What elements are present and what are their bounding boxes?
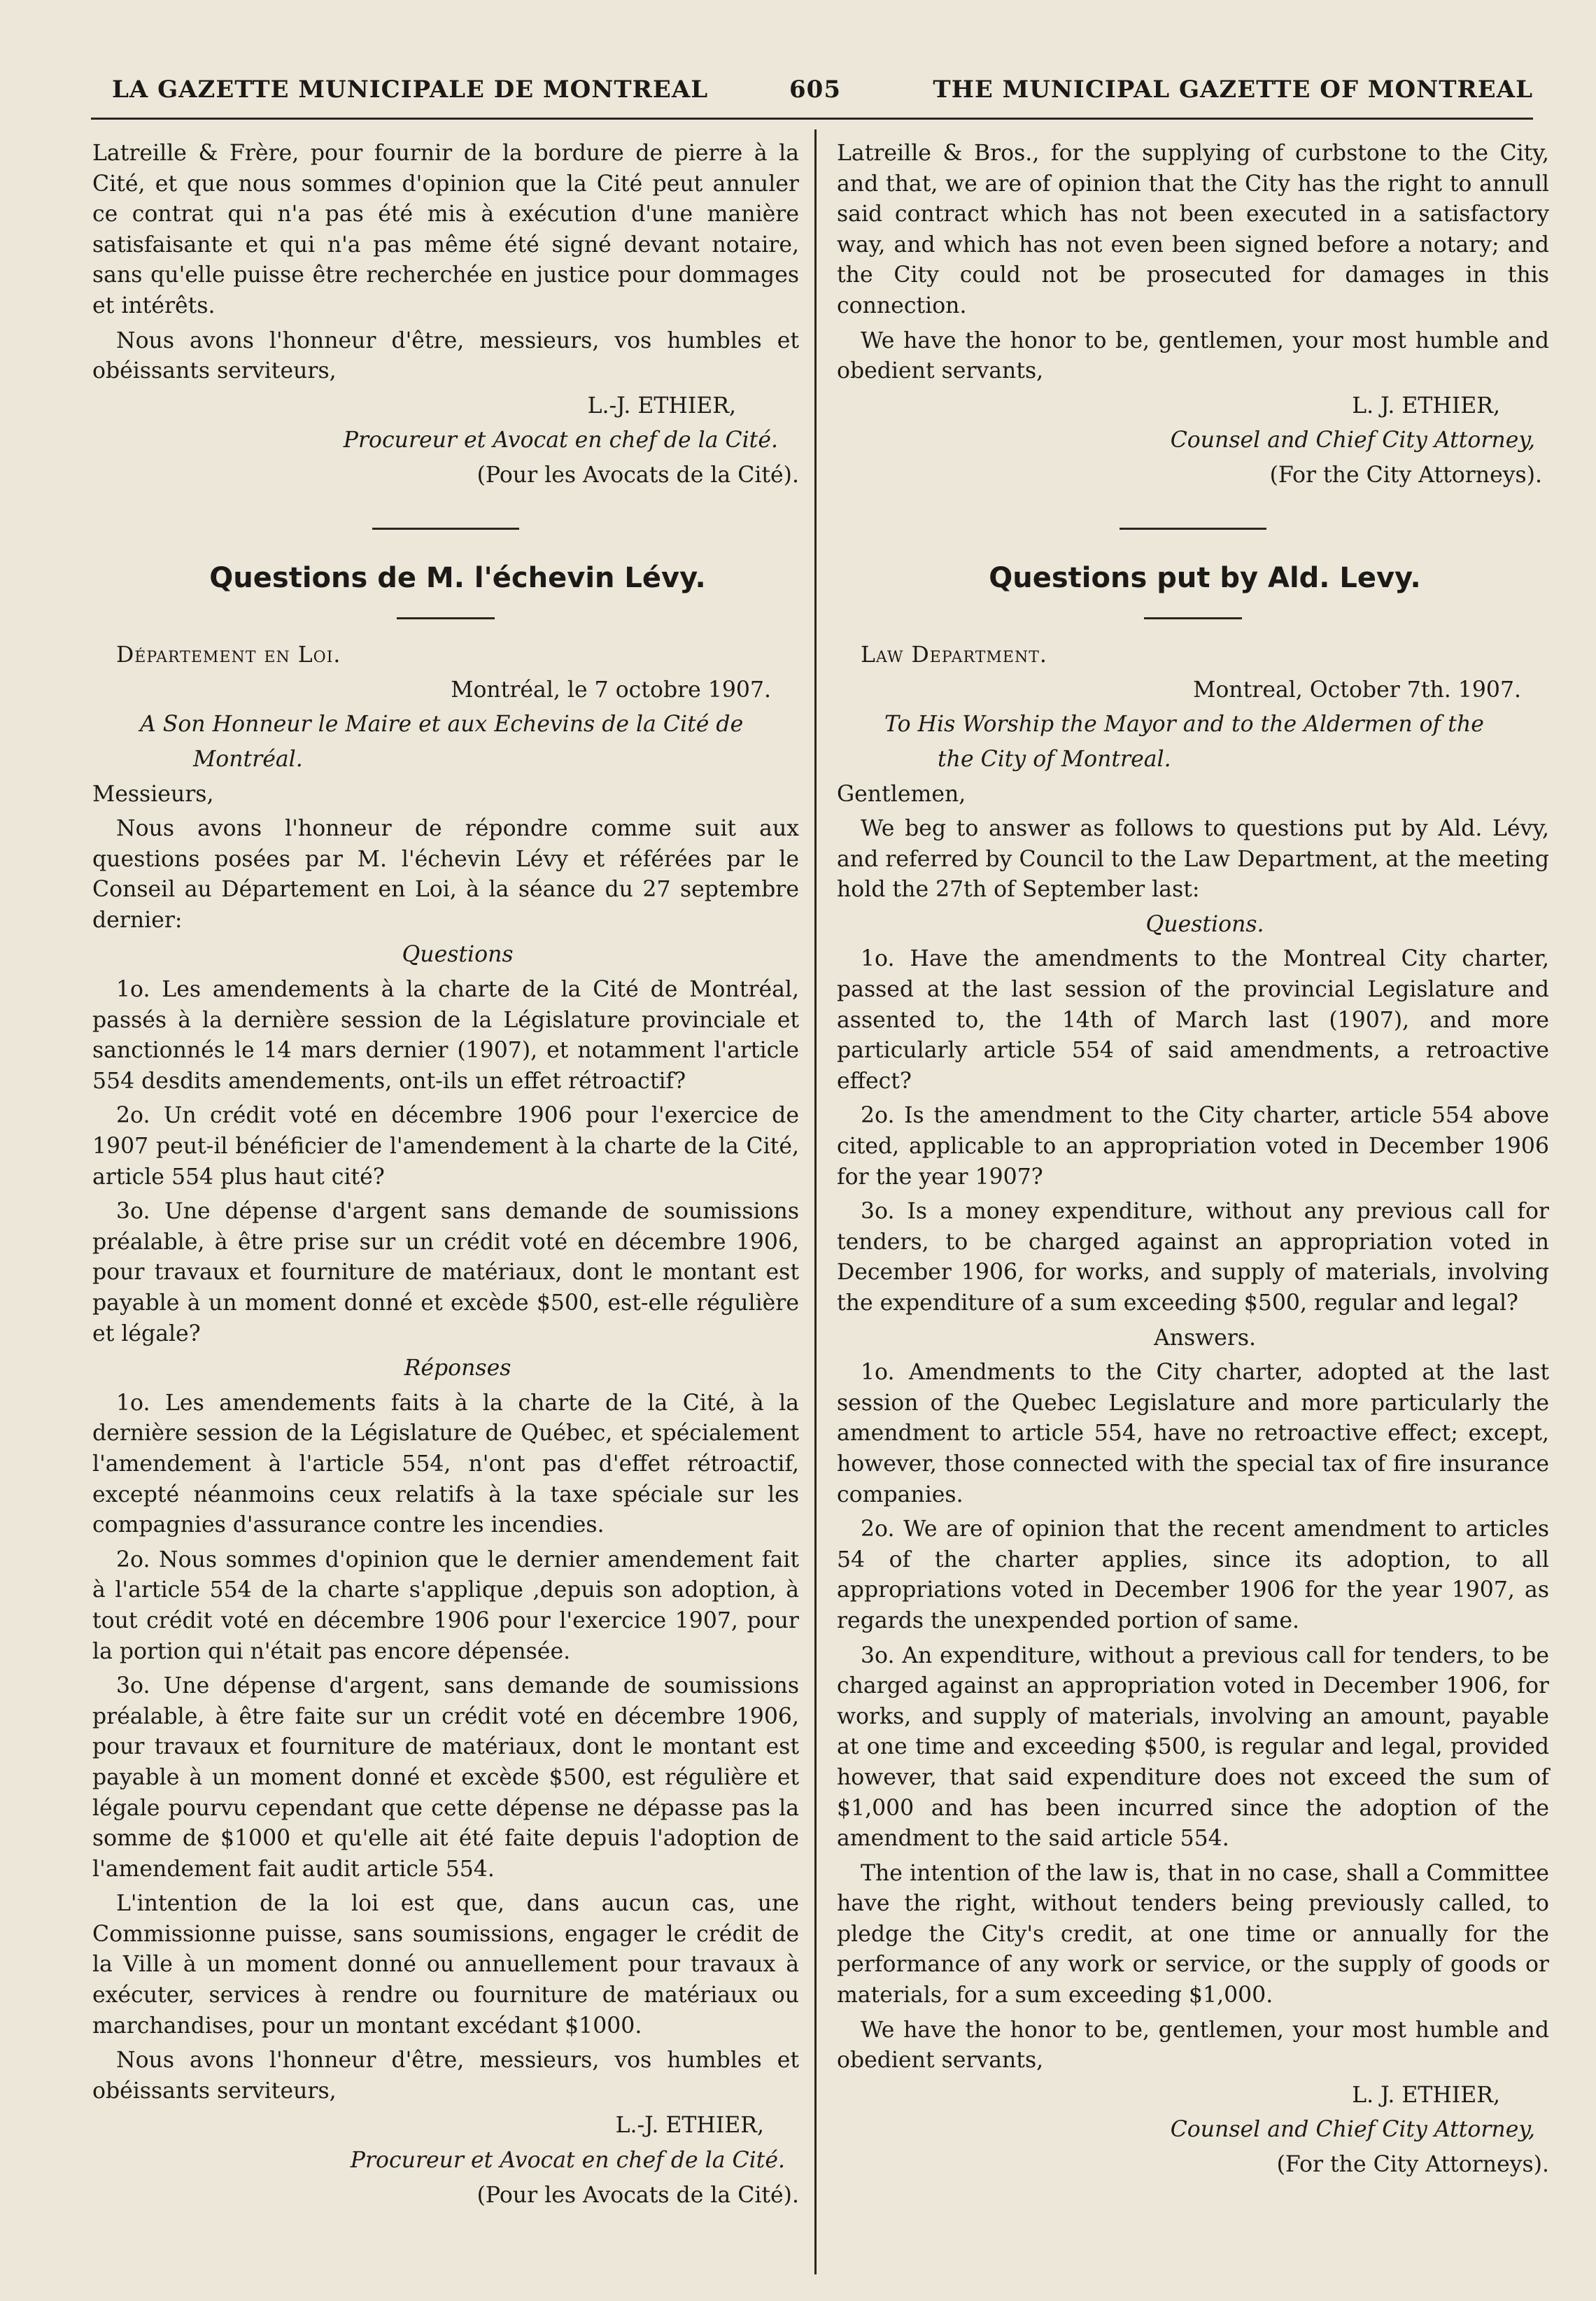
fr-department: Département en Loi. <box>116 642 341 668</box>
fr-section-rule <box>372 528 519 530</box>
column-divider <box>814 129 817 2274</box>
fr-answer-1: 1o. Les amendements faits à la charte de la Cité, à la dernière session de la Législature de Québec, et spécialement l'amendement à l'article 554, n'ont pas d'effet rétroactif, excepté néanmoins ceux relatifs à la taxe spéciale sur les compagnies d'assurance contre les incendies. <box>92 1390 799 1538</box>
header-english-title: THE MUNICIPAL GAZETTE OF MONTREAL <box>933 76 1533 104</box>
en-answer-1: 1o. Amendments to the City charter, adopted at the last session of the Quebec Legislature and more particularly the amendment to article 554, have no retroactive effect; except, however, those connected with the special tax of fire insurance companies. <box>837 1360 1549 1507</box>
en-question-1: 1o. Have the amendments to the Montreal City charter, passed at the last session of the provincial Legislature and assented to, the 14th of March last (1907), and more particularly article 554 of said amendments, a retroactive effect? <box>837 946 1549 1094</box>
fr-intent: L'intention de la loi est que, dans aucun cas, une Commissionne puisse, sans soumissions, engager le crédit de la Ville à un moment donné ou annuellement pour travaux à exécuter, services à rendre ou fourniture de matériaux ou marchandises, pour un montant excédant $1000. <box>92 1891 799 2039</box>
en-answer-3: 3o. An expenditure, without a previous call for tenders, to be charged against an appropriation voted in December 1906, for works, and supply of materials, involving an amount, payable at one time and exceeding $500, is regular and legal, provided however, that said expenditure does not exceed the sum of $1,000 and has been incurred since the adoption of the amendment to the said article 554. <box>837 1642 1549 1852</box>
en-question-2: 2o. Is the amendment to the City charter, article 554 above cited, applicable to an appropriation voted in December 1906 for the year 1907? <box>837 1103 1549 1190</box>
fr-closing-2: Nous avons l'honneur d'être, messieurs, vos humbles et obéissants serviteurs, <box>92 2048 799 2104</box>
fr-date: Montréal, le 7 octobre 1907. <box>451 677 771 703</box>
en-answer-2: 2o. We are of opinion that the recent amendment to articles 54 of the charter applies, since its adoption, to all appropriations voted in December 1906 for the year 1907, as regards the unexpended portion of same. <box>837 1517 1549 1633</box>
en-section-rule <box>1120 528 1266 530</box>
fr-signature-name-1: L.-J. ETHIER, <box>587 393 736 418</box>
header-rule <box>91 118 1533 120</box>
en-closing-2: We have the honor to be, gentlemen, your most humble and obedient servants, <box>837 2017 1549 2074</box>
en-intro: We beg to answer as follows to questions put by Ald. Lévy, and referred by Council to the Law Department, at the meeting hold the 27th of September last: <box>837 816 1549 903</box>
fr-intro: Nous avons l'honneur de répondre comme suit aux questions posées par M. l'échevin Lévy et référées par le Conseil au Département en Loi, à la séance du 27 septembre dernier: <box>92 816 799 933</box>
en-questions-heading: Questions. <box>1145 911 1264 937</box>
fr-answer-3: 3o. Une dépense d'argent, sans demande de soumissions préalable, à être faite sur un crédit voté en décembre 1906, pour travaux et fourniture de matériaux, dont le montant est payable à un moment donné et excède $500, est régulière et légale pourvu cependant que cette dépense ne dépasse pas la somme de $1000 et qu'elle ait été faite depuis l'adoption de l'amendement fait audit article 554. <box>92 1673 799 1882</box>
fr-question-1: 1o. Les amendements à la charte de la Cité de Montréal, passés à la dernière session de la Législature provinciale et sanctionnés le 14 mars dernier (1907), et notamment l'article 554 desdits amendements, ont-ils un effet rétroactif? <box>92 977 799 1094</box>
fr-signature-title-2: Procureur et Avocat en chef de la Cité. <box>350 2148 785 2174</box>
english-column <box>837 139 1549 2185</box>
en-title-rule <box>1144 617 1242 619</box>
fr-paragraph-contract: Latreille & Frère, pour fournir de la bordure de pierre à la Cité, et que nous sommes d'opinion que la Cité peut annuler ce contrat qui n'a pas été mis à exécution d'une manière satisfaisante et qui n'a pas même été signé devant notaire, sans qu'elle puisse être recherchée en justice pour dommages et intérêts. <box>92 141 799 318</box>
fr-answer-2: 2o. Nous sommes d'opinion que le dernier amendement fait à l'article 554 de la charte s'applique ,depuis son adoption, à tout crédit voté en décembre 1906 pour l'exercice 1907, pour la portion qui n'était pas encore dépensée. <box>92 1547 799 1664</box>
en-answers-heading: Answers. <box>1153 1325 1257 1351</box>
fr-address-line-2: Montréal. <box>193 746 303 772</box>
en-date: Montreal, October 7th. 1907. <box>1193 677 1521 703</box>
en-signature-title-1: Counsel and Chief City Attorney, <box>1170 428 1535 453</box>
fr-questions-heading: Questions <box>402 942 514 968</box>
en-signature-for-1: (For the City Attorneys). <box>1269 462 1542 488</box>
fr-signature-name-2: L.-J. ETHIER, <box>615 2113 764 2139</box>
en-signature-name-1: L. J. ETHIER, <box>1352 393 1500 418</box>
fr-signature-title-1: Procureur et Avocat en chef de la Cité. <box>343 428 778 453</box>
french-column <box>92 139 799 2215</box>
header-french-title: LA GAZETTE MUNICIPALE DE MONTREAL <box>112 76 709 104</box>
fr-section-title: Questions de M. l'échevin Lévy. <box>209 561 706 594</box>
en-salutation: Gentlemen, <box>837 781 966 807</box>
en-section-title: Questions put by Ald. Levy. <box>989 561 1421 594</box>
fr-closing-1: Nous avons l'honneur d'être, messieurs, vos humbles et obéissants serviteurs, <box>92 328 799 384</box>
en-department: Law Department. <box>861 642 1047 668</box>
en-signature-name-2: L. J. ETHIER, <box>1352 2082 1500 2108</box>
fr-answers-heading: Réponses <box>404 1356 511 1381</box>
fr-salutation: Messieurs, <box>92 781 214 807</box>
fr-question-2: 2o. Un crédit voté en décembre 1906 pour l'exercice de 1907 peut-il bénéficier de l'amendement à la charte de la Cité, article 554 plus haut cité? <box>92 1103 799 1190</box>
fr-question-3: 3o. Une dépense d'argent sans demande de soumissions préalable, à être prise sur un crédit voté en décembre 1906, pour travaux et fourniture de matériaux, dont le montant est payable à un moment donné et excède $500, est-elle régulière et légale? <box>92 1199 799 1346</box>
en-question-3: 3o. Is a money expenditure, without any previous call for tenders, to be charged against an appropriation voted in December 1906, for works, and supply of materials, involving the expenditure of a sum exceeding $500, regular and legal? <box>837 1199 1549 1316</box>
en-signature-for-2: (For the City Attorneys). <box>1276 2152 1549 2178</box>
en-address-line-2: the City of Montreal. <box>938 746 1171 772</box>
fr-address-line-1: A Son Honneur le Maire et aux Echevins de la Cité de <box>140 712 744 738</box>
page-number: 605 <box>789 76 841 104</box>
en-closing-1: We have the honor to be, gentlemen, your most humble and obedient servants, <box>837 328 1549 384</box>
en-paragraph-contract: Latreille & Bros., for the supplying of curbstone to the City, and that, we are of opinion that the City has the right to annull said contract which has not been executed in a satisfactory way, and which has not even been signed before a notary; and the City could not be prosecuted for damages in this connection. <box>837 141 1549 318</box>
fr-signature-for-2: (Pour les Avocats de la Cité). <box>476 2182 799 2208</box>
en-address-line-1: To His Worship the Mayor and to the Aldermen of the <box>884 712 1484 738</box>
fr-signature-for-1: (Pour les Avocats de la Cité). <box>476 462 799 488</box>
fr-title-rule <box>397 617 495 619</box>
en-signature-title-2: Counsel and Chief City Attorney, <box>1170 2117 1535 2143</box>
en-intent: The intention of the law is, that in no case, shall a Committee have the right, without tenders being previously called, to pledge the City's credit, at one time or annually for the performance of any work or service, or the supply of goods or materials, for a sum exceeding $1,000. <box>837 1860 1549 2008</box>
